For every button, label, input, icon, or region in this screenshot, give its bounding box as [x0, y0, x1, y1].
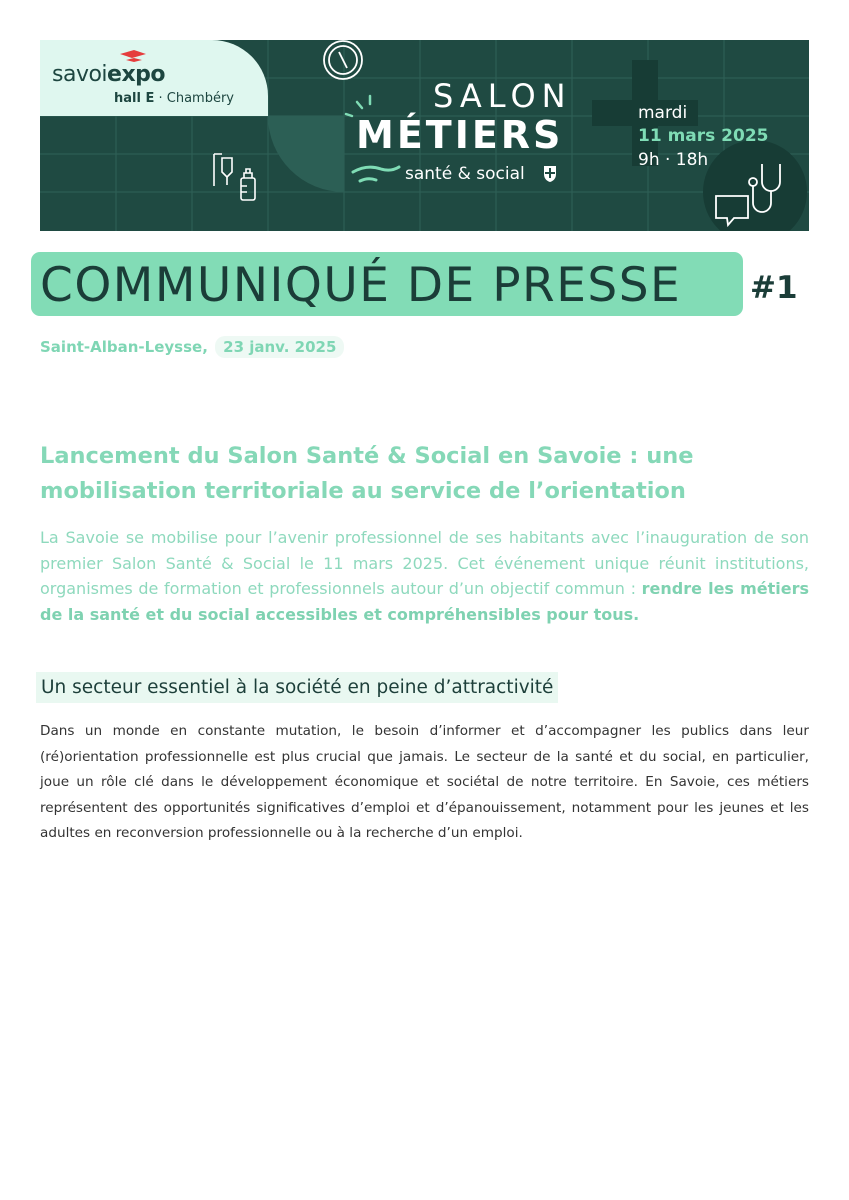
event-hours: 9h · 18h: [638, 150, 709, 170]
compass-icon: [324, 41, 362, 79]
sante-social-title: santé & social: [405, 164, 525, 184]
intro-text: La Savoie se mobilise pour l’avenir professionnel de ses habitants avec l’inauguration de son premier Salon Santé & Social le 11 mars 2025. Cet événement unique réunit institutions, organismes de formation et professionnels autour d’un objectif commun :: [40, 528, 809, 598]
headline: Lancement du Salon Santé & Social en Savoie : une mobilisation territoriale au service de l’orientation: [40, 443, 694, 504]
body-paragraph: Dans un monde en constante mutation, le besoin d’informer et d’accompagner les publics dans leur (ré)orientation professionnelle est plus crucial que jamais. Le secteur de la santé et du social, en particulier, joue un rôle clé dans le développement économique et sociétal de notre territoire. En Savoie, ces métiers représentent des opportunités significatives d’emploi et d’épanouissement, notamment pour les jeunes et les adultes en reconversion professionnelle ou à la recherche d’un emploi.: [40, 723, 809, 841]
logo-wordmark: savoiexpo: [52, 62, 166, 87]
section-title: Un secteur essentiel à la société en peine d’attractivité: [36, 672, 558, 703]
intro-paragraph: [40, 525, 809, 627]
event-banner: [40, 40, 809, 231]
savoiexpo-logo: [52, 62, 252, 106]
press-release-title: COMMUNIQUÉ DE PRESSE: [40, 258, 682, 313]
iv-drip-icon: [214, 154, 232, 186]
event-day: mardi: [638, 103, 688, 123]
metiers-title: MÉTIERS: [356, 113, 564, 157]
intro-bold: rendre les métiers de la santé et du social accessibles et compréhensibles pour tous.: [40, 579, 809, 624]
wave-icon: [353, 167, 399, 181]
dateline-date: 23 janv. 2025: [215, 336, 344, 358]
event-date-value: 11 mars 2025: [638, 126, 769, 146]
logo-hall: hall E · Chambéry: [114, 91, 234, 106]
dateline: [40, 338, 344, 356]
event-date: [638, 102, 769, 172]
dateline-place: Saint-Alban-Leysse,: [40, 338, 208, 356]
press-release-number: #1: [750, 270, 798, 306]
shield-cross-icon: [544, 166, 556, 182]
salon-title: SALON: [433, 77, 572, 115]
baby-bottle-icon: [241, 169, 255, 200]
quarter-circle-shape: [268, 116, 344, 192]
